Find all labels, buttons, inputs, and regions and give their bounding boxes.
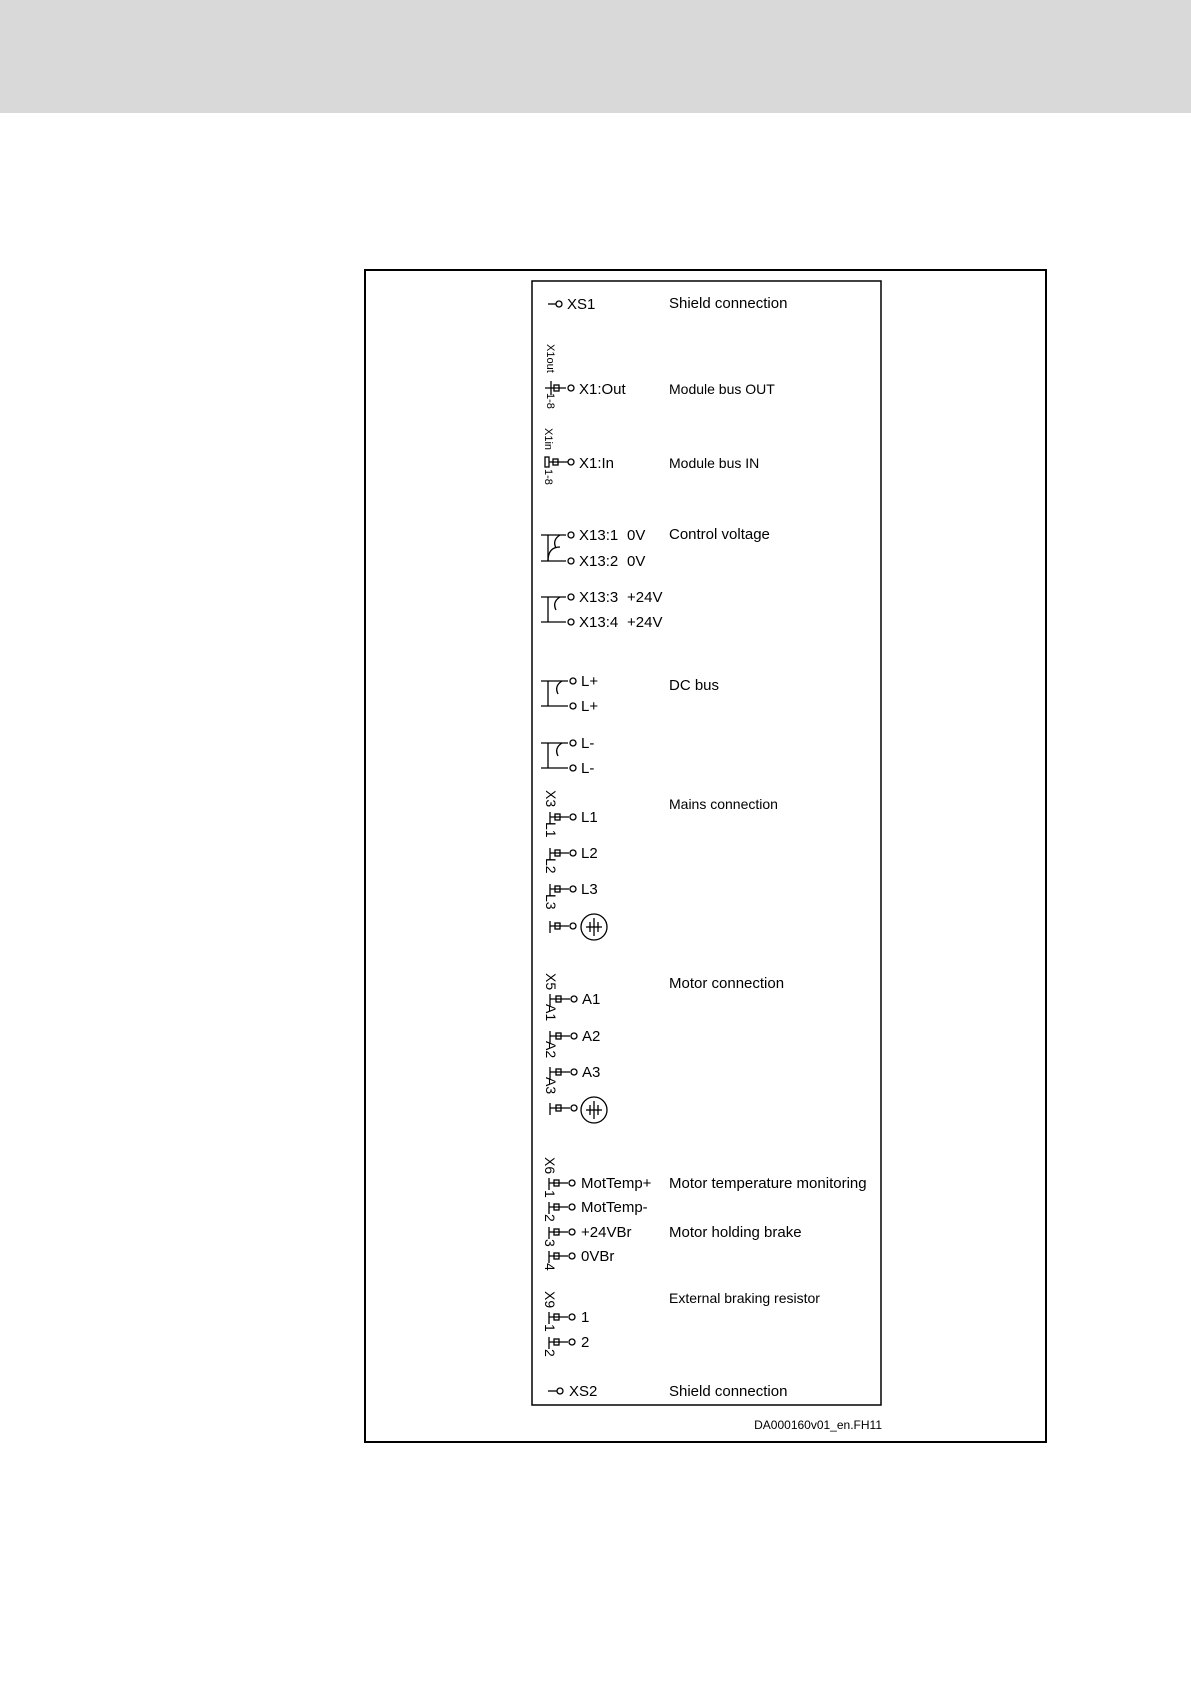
terminal-l-plus-1: L+ — [581, 673, 599, 690]
terminal-x13-1-value: 0V — [627, 527, 646, 544]
description-mains-connection: Mains connection — [669, 796, 778, 812]
description-motor-connection: Motor connection — [669, 975, 785, 992]
pin-label-l3: L3 — [543, 894, 559, 910]
pin-label-a2: A2 — [543, 1041, 559, 1059]
ground-icon — [581, 1097, 607, 1123]
ground-icon — [581, 914, 607, 940]
terminal-xs1: XS1 — [567, 296, 596, 313]
terminal-0vbr: 0VBr — [581, 1248, 615, 1265]
description-module-bus-out: Module bus OUT — [669, 381, 775, 397]
pin-label-x6-1: 1 — [542, 1190, 558, 1198]
terminal-mottemp-plus: MotTemp+ — [581, 1175, 652, 1192]
terminal-a2: A2 — [582, 1028, 601, 1045]
connector-label-x3: X3 — [543, 790, 559, 808]
pin-label-a3: A3 — [543, 1077, 559, 1095]
terminal-x13-3-value: +24V — [627, 589, 663, 606]
pin-label-x1in: 1-8 — [542, 469, 554, 485]
terminal-x9-2: 2 — [581, 1334, 590, 1351]
connector-label-x1in: X1in — [542, 428, 554, 451]
terminal-x13-1: X13:1 — [579, 527, 619, 544]
pin-label-x9-2: 2 — [542, 1349, 558, 1357]
pin-label-a1: A1 — [543, 1004, 559, 1022]
terminal-a3: A3 — [582, 1064, 601, 1081]
pin-label-x9-1: 1 — [542, 1324, 558, 1332]
terminal-l2: L2 — [581, 845, 598, 862]
connector-label-x6: X6 — [542, 1157, 558, 1175]
description-control-voltage: Control voltage — [669, 526, 770, 543]
pin-label-x6-4: 4 — [542, 1263, 558, 1271]
connector-label-x1out: X1out — [544, 344, 556, 373]
terminal-x13-2: X13:2 — [579, 553, 619, 570]
terminal-x13-4: X13:4 — [579, 614, 619, 631]
pin-label-x6-3: 3 — [542, 1239, 558, 1247]
terminal-l-minus-2: L- — [581, 760, 595, 777]
terminal-l3: L3 — [581, 881, 598, 898]
figure-caption: DA000160v01_en.FH11 — [754, 1418, 882, 1432]
terminal-a1: A1 — [582, 991, 601, 1008]
description-motor-temperature: Motor temperature monitoring — [669, 1175, 867, 1192]
terminal-x1-out: X1:Out — [579, 381, 626, 398]
pin-label-x1out: 1-8 — [544, 393, 556, 409]
terminal-x13-2-value: 0V — [627, 553, 646, 570]
terminal-l-plus-2: L+ — [581, 698, 599, 715]
terminal-x13-4-value: +24V — [627, 614, 663, 631]
description-shield-connection-2: Shield connection — [669, 1383, 788, 1400]
terminal-mottemp-minus: MotTemp- — [581, 1199, 648, 1216]
connector-label-x5: X5 — [543, 973, 559, 991]
connector-label-x9: X9 — [542, 1291, 558, 1309]
terminal-l1: L1 — [581, 809, 598, 826]
pin-label-x6-2: 2 — [542, 1214, 558, 1222]
description-dc-bus: DC bus — [669, 677, 720, 694]
description-shield-connection: Shield connection — [669, 295, 788, 312]
pin-label-l1: L1 — [543, 822, 559, 838]
terminal-x9-1: 1 — [581, 1309, 590, 1326]
terminal-xs2: XS2 — [569, 1383, 598, 1400]
pin-label-l2: L2 — [543, 858, 559, 874]
description-module-bus-in: Module bus IN — [669, 455, 760, 471]
terminal-24vbr: +24VBr — [581, 1224, 632, 1241]
description-motor-holding-brake: Motor holding brake — [669, 1224, 802, 1241]
terminal-x13-3: X13:3 — [579, 589, 619, 606]
terminal-x1-in: X1:In — [579, 455, 615, 472]
terminal-l-minus-1: L- — [581, 735, 595, 752]
description-external-braking-resistor: External braking resistor — [669, 1290, 820, 1306]
